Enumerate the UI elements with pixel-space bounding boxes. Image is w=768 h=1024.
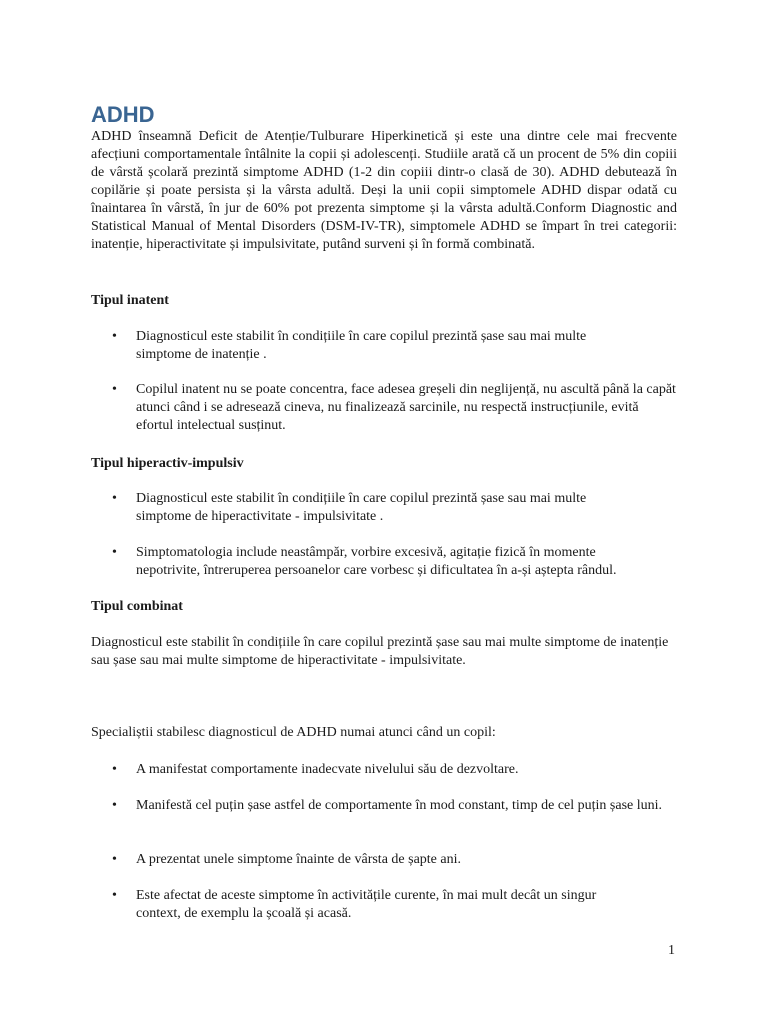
list-item [112,851,678,869]
list-item [112,887,678,923]
list-item-text: Diagnosticul este stabilit în condițiile în care copilul prezintă șase sau mai multe simptome de inatenție . [136,329,587,362]
bullet-marker: • [112,762,117,777]
list-item-text: Este afectat de aceste simptome în activitățile curente, în mai mult decât un singur context, de exemplu la școală și acasă. [136,888,597,921]
page-number: 1 [668,943,675,958]
bullet-marker: • [112,491,117,506]
list-item-text: Copilul inatent nu se poate concentra, face adesea greșeli din neglijență, nu ascultă până la capăt atunci când i se adresează cineva, nu finalizează sarcinile, nu respectă instrucțiunile, evită efortul intelectual susținut. [136,382,676,433]
list-item [112,490,678,526]
list-item-text: A prezentat unele simptome înainte de vârsta de șapte ani. [136,852,461,867]
list-item [112,544,678,580]
combined-paragraph: Diagnosticul este stabilit în condițiile în care copilul prezintă șase sau mai multe simptome de inatenție sau șase sau mai multe simptome de hiperactivitate - impulsivitate. [91,635,669,668]
list-item-text: Manifestă cel puțin șase astfel de comportamente în mod constant, timp de cel puțin șase luni. [136,798,663,813]
bullet-marker: • [112,888,117,903]
bullet-marker: • [112,852,117,867]
bullet-marker: • [112,382,117,397]
section-heading-inatent: Tipul inatent [91,293,169,308]
list-item-text: Diagnosticul este stabilit în condițiile în care copilul prezintă șase sau mai multe simptome de hiperactivitate - impulsivitate . [136,491,587,524]
criteria-intro: Specialiștii stabilesc diagnosticul de ADHD numai atunci când un copil: [91,725,496,740]
list-item-text: A manifestat comportamente inadecvate nivelului său de dezvoltare. [136,762,519,777]
section-heading-hiperactiv: Tipul hiperactiv-impulsiv [91,456,244,471]
document-title: ADHD [91,102,155,127]
bullet-marker: • [112,545,117,560]
list-item [112,381,678,435]
intro-paragraph: ADHD înseamnă Deficit de Atenție/Tulburare Hiperkinetică și este una dintre cele mai frecvente afecțiuni comportamentale întâlnite la copii și adolescenți. Studiile arată că un procent de 5% din copiii de vârstă școlară prezintă simptome ADHD (1-2 din copiii dintr-o clasă de 30). ADHD debutează în copilărie și poate persista și la vârsta adultă. Deși la unii copii simptomele ADHD dispar odată cu înaintarea în vârstă, în jur de 60% pot prezenta simptome și la vârsta adultă.Conform Diagnostic and Statistical Manual of Mental Disorders (DSM-IV-TR), simptomele ADHD se împart în trei categorii: inatenție, hiperactivitate și impulsivitate, putând surveni și în formă combinată. [91,129,677,252]
bullet-marker: • [112,329,117,344]
list-item-text: Simptomatologia include neastâmpăr, vorbire excesivă, agitație fizică în momente nepotrivite, întreruperea persoanelor care vorbesc și dificultatea în a-și aștepta rândul. [136,545,617,578]
section-heading-combinat: Tipul combinat [91,599,183,614]
list-item [112,328,678,364]
bullet-marker: • [112,798,117,813]
list-item [112,797,678,815]
list-item [112,761,678,779]
